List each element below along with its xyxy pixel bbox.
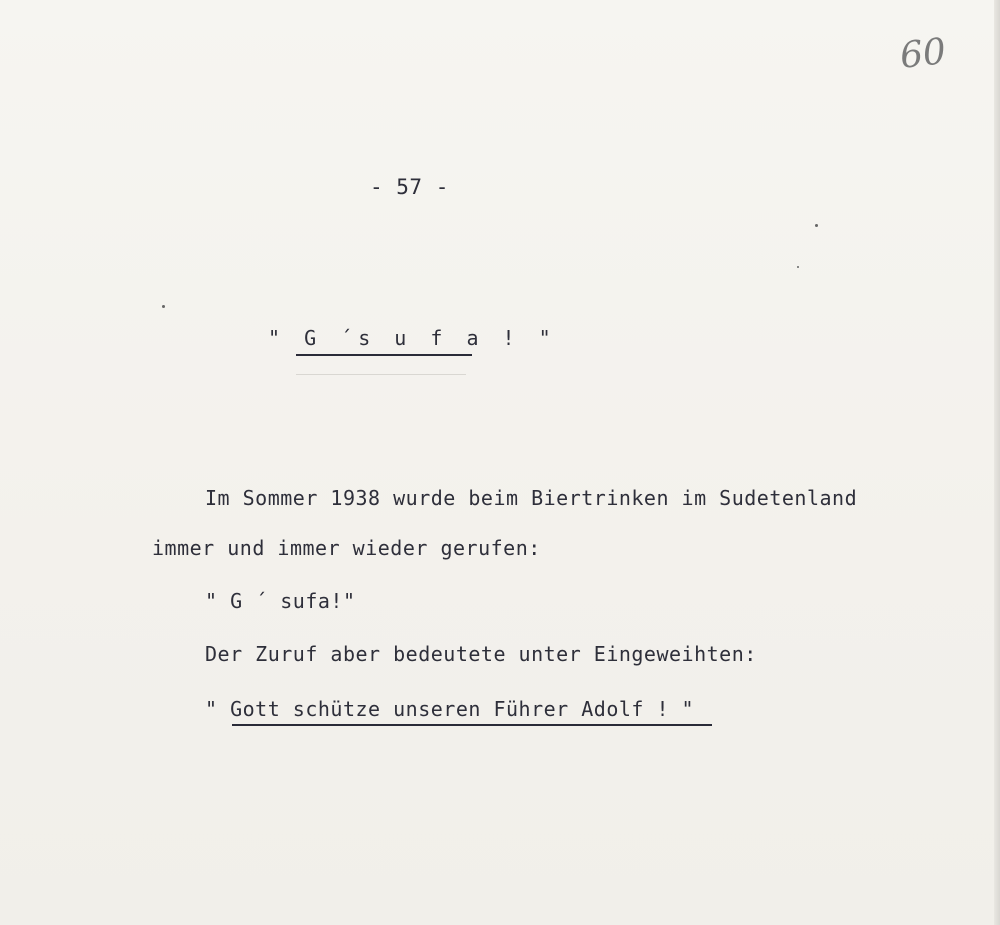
paper-speck [162,305,165,308]
pencil-page-number: 60 [898,31,948,77]
body-line-2: immer und immer wieder gerufen: [152,536,541,560]
typed-page-number: - 57 - [370,175,449,199]
body-line-5-quote: " Gott schütze unseren Führer Adolf ! " [205,697,695,721]
title-underline [296,354,472,356]
document-title: " G ´s u f a ! " [268,326,557,350]
body-line-4: Der Zuruf aber bedeutete unter Eingeweihten: [205,642,757,666]
paper-speck [815,224,818,227]
title-underline-faint [296,374,466,375]
closing-quote-underline [232,724,712,726]
body-line-3-quote: " G ´ sufa!" [205,589,356,613]
body-line-1: Im Sommer 1938 wurde beim Biertrinken im Sudetenland [205,486,858,510]
paper-speck [797,266,799,268]
